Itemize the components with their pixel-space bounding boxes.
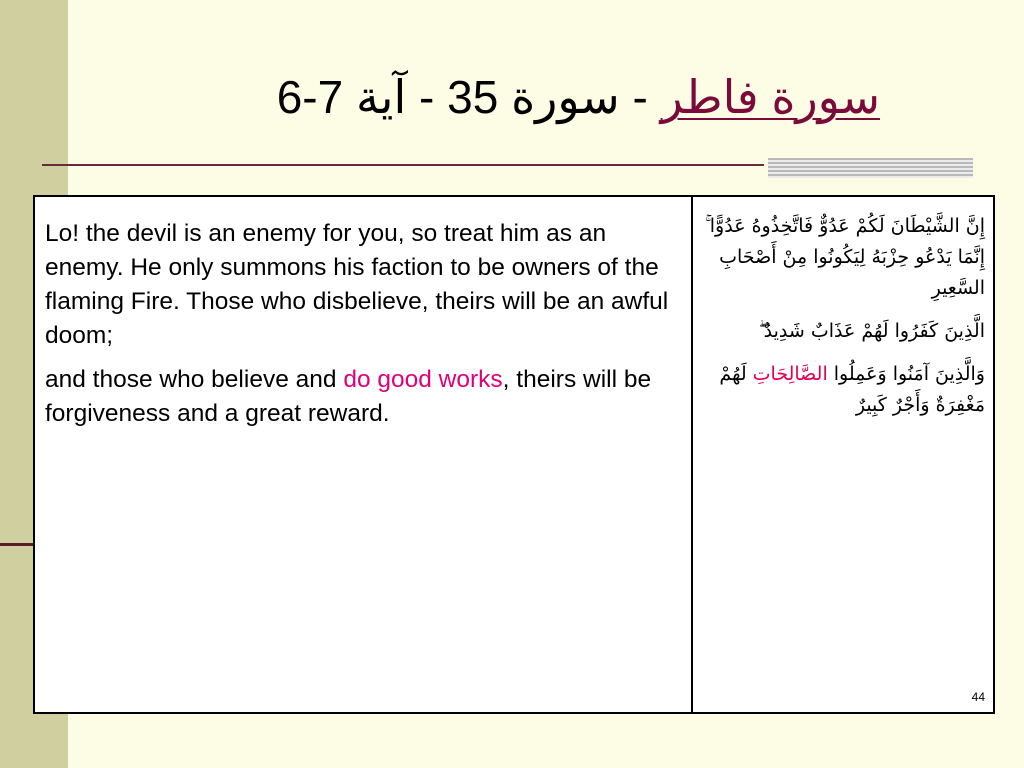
slide-title: [80, 62, 880, 132]
arabic-text-cell: [699, 211, 985, 433]
english-highlight: do good works: [343, 366, 503, 393]
english-paragraph: [45, 363, 681, 431]
english-paragraph: Lo! the devil is an enemy for you, so treat him as an enemy. He only summons his faction to be owners of the flaming Fire. Those who disbelieve, theirs will be an awful doom;: [45, 220, 669, 349]
arabic-verse: إِنَّ الشَّيْطَانَ لَكُمْ عَدُوٌّ فَاتَّخِذُوهُ عَدُوًّا ۚ إِنَّمَا يَدْعُو حِزْبَهُ لِيَكُونُوا مِنْ أَصْحَابِ السَّعِيرِ: [705, 215, 985, 299]
title-divider-box: [768, 158, 973, 178]
arabic-verse: [699, 359, 985, 421]
title-separator: -: [619, 71, 661, 123]
surah-name-link[interactable]: سورة فاطر: [660, 71, 880, 123]
english-translation-cell: [45, 217, 681, 441]
arabic-highlight: الصَّالِحَاتِ: [752, 363, 828, 385]
title-separator: -: [406, 71, 448, 123]
title-divider: [42, 164, 764, 166]
english-text: , theirs will be forgiveness and a great reward.: [45, 366, 652, 427]
slide-number: 44: [971, 690, 985, 704]
column-divider: [691, 197, 693, 712]
surah-label: سورة: [511, 71, 620, 123]
arabic-verse: الَّذِينَ كَفَرُوا لَهُمْ عَذَابٌ شَدِيدٌ ۖ: [758, 320, 985, 342]
surah-number: 35: [447, 71, 499, 123]
ayah-label: آية: [355, 71, 407, 123]
content-table: [33, 195, 995, 714]
english-text: and those who believe and: [45, 366, 344, 393]
arabic-text: لَهُمْ مَغْفِرَةٌ وَأَجْرٌ كَبِيرٌ: [719, 363, 985, 416]
ayah-range: 6-7: [276, 71, 344, 123]
arabic-text: وَالَّذِينَ آمَنُوا وَعَمِلُوا: [827, 363, 985, 385]
